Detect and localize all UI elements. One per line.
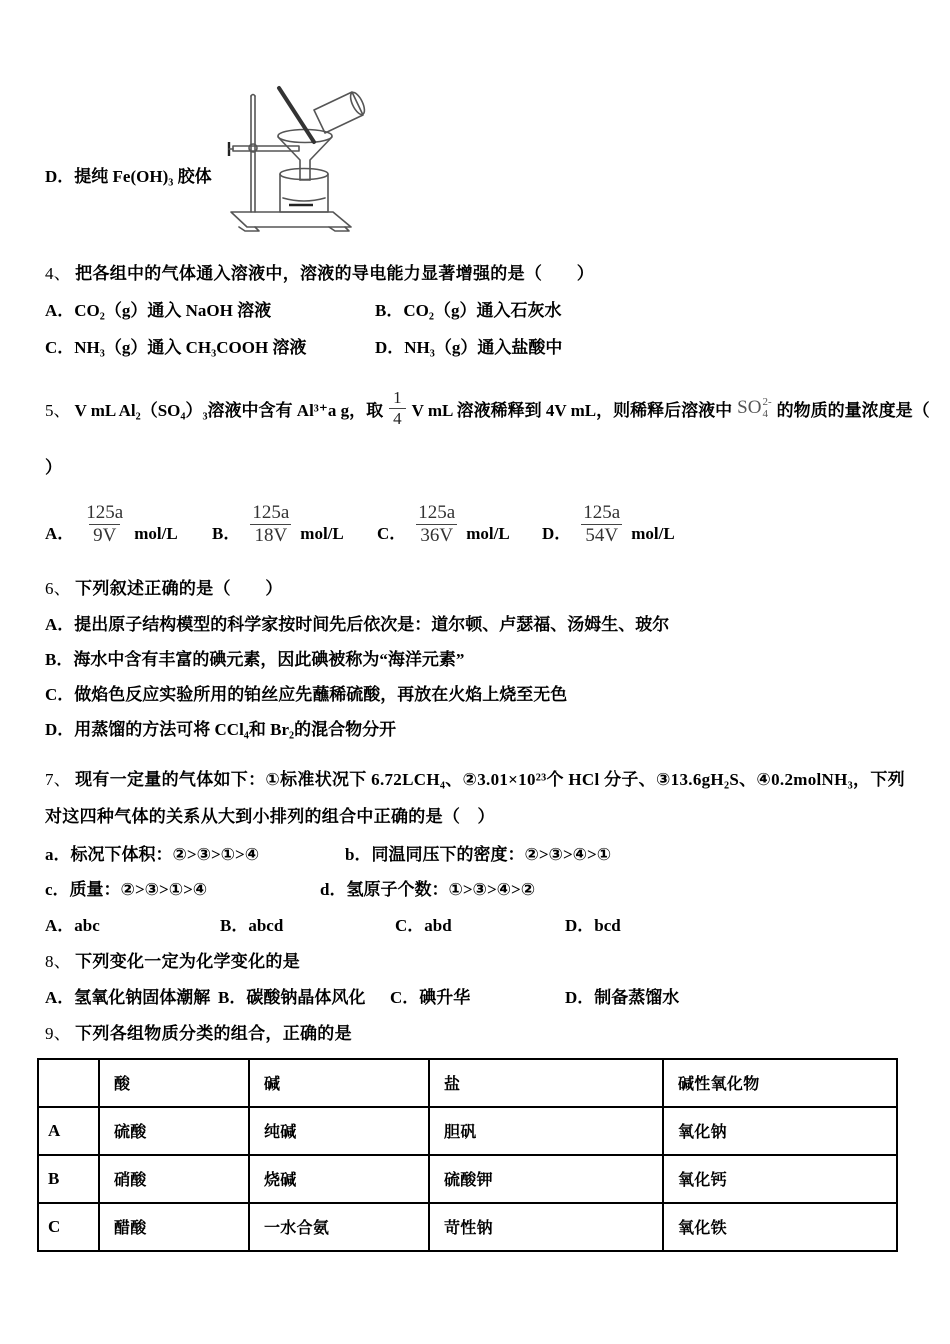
- option-text: abcd: [248, 915, 284, 935]
- option-text: CO₂（g）通入石灰水: [403, 301, 562, 320]
- option-label: C．: [45, 338, 75, 357]
- question-5-stem: [45, 382, 930, 434]
- question-number: 4、: [45, 264, 72, 283]
- option-label: A．: [45, 301, 75, 320]
- option-label: D．: [375, 338, 405, 357]
- cell-base: 纯碱: [249, 1107, 429, 1155]
- q4-option-b: [375, 299, 905, 323]
- row-label: A: [38, 1107, 99, 1155]
- option-text: 碘升华: [419, 987, 471, 1007]
- question-8: [45, 950, 905, 1010]
- option-unit: mol/L: [466, 523, 510, 543]
- row-label: B: [38, 1155, 99, 1203]
- option-label: D．: [565, 987, 595, 1007]
- question-4: [45, 262, 905, 360]
- option-label: A．: [45, 614, 75, 634]
- q7-option-d: [565, 914, 905, 938]
- q6-option-d: [45, 718, 905, 741]
- question-8-stem: [45, 950, 905, 974]
- q4-option-c: [45, 336, 375, 360]
- option-unit: mol/L: [631, 523, 675, 543]
- one-quarter-fraction: [389, 388, 406, 428]
- option-label: A．: [45, 987, 75, 1007]
- q5-option-c: [377, 502, 542, 547]
- header-base: 碱: [249, 1059, 429, 1107]
- pouring-beaker: [314, 92, 363, 133]
- option-d-line: [45, 162, 212, 187]
- option-text: NH₃（g）通入盐酸中: [404, 338, 563, 357]
- option-label: A．: [45, 915, 75, 935]
- option-label: B．: [212, 523, 241, 543]
- question-number: 6、: [45, 578, 72, 598]
- table-row-a: [38, 1107, 897, 1155]
- q4-option-a: [45, 299, 375, 323]
- option-text: 氢原子个数：①>③>④>②: [346, 879, 536, 899]
- cell-acid: 硝酸: [99, 1155, 249, 1203]
- sulfate-ion-formula: [737, 396, 771, 419]
- option-label: C．: [390, 987, 420, 1007]
- question-number: 7、: [45, 769, 72, 789]
- header-acid: 酸: [99, 1059, 249, 1107]
- stem-text: 现有一定量的气体如下：①标准状况下 6.72LCH₄、②3.01×10²³个 HCl 分子、③13.6gH₂S、④0.2molNH₃，下列对这四种气体的关系从大到小排列的组合中正确的是（ ）: [45, 769, 905, 826]
- fraction-denominator: 18V: [250, 524, 291, 547]
- cell-salt: 苛性钠: [429, 1203, 663, 1251]
- fraction-numerator: 1: [393, 387, 402, 407]
- option-label: d．: [320, 879, 347, 899]
- option-unit: mol/L: [134, 523, 178, 543]
- cell-basic-oxide: 氧化钠: [663, 1107, 897, 1155]
- option-label: A．: [45, 523, 75, 543]
- q7-option-c: [395, 914, 565, 938]
- question-number: 8、: [45, 951, 72, 971]
- stem-text: 下列变化一定为化学变化的是: [75, 951, 301, 971]
- option-text: 提纯 Fe(OH)₃ 胶体: [74, 167, 212, 186]
- fraction-denominator: 9V: [89, 524, 120, 547]
- formula-base: SO: [737, 397, 762, 418]
- q7-option-b: [220, 914, 395, 938]
- fraction-denominator: 4: [389, 408, 406, 429]
- q8-option-c: [390, 986, 565, 1010]
- option-label: D．: [565, 915, 595, 935]
- option-label: D．: [542, 523, 572, 543]
- filtration-apparatus-diagram: [217, 84, 385, 234]
- option-label: C．: [377, 523, 407, 543]
- option-label: B．: [45, 649, 74, 669]
- fraction-numerator: 125a: [583, 502, 621, 523]
- row-label: C: [38, 1203, 99, 1251]
- question-9-stem: [45, 1022, 905, 1046]
- q7-suboption-b: [345, 843, 905, 867]
- q5-option-a: [45, 502, 212, 547]
- question-9: [45, 1022, 905, 1252]
- option-text: 提出原子结构模型的科学家按时间先后依次是：道尔顿、卢瑟福、汤姆生、玻尔: [74, 614, 670, 634]
- header-salt: 盐: [429, 1059, 663, 1107]
- option-text: abc: [74, 915, 100, 935]
- q6-option-b: [45, 648, 905, 671]
- cell-salt: 硫酸钾: [429, 1155, 663, 1203]
- option-label: c．: [45, 879, 70, 899]
- option-d-with-diagram: [45, 88, 905, 230]
- option-fraction: [579, 502, 624, 547]
- q6-option-a: [45, 613, 905, 636]
- funnel-cone: [278, 137, 332, 180]
- question-number: 5、: [45, 400, 71, 420]
- q8-option-a: [45, 986, 218, 1010]
- option-label: B．: [375, 301, 404, 320]
- liquid-line: [283, 198, 325, 201]
- cell-acid: 醋酸: [99, 1203, 249, 1251]
- formula-scripts: [762, 397, 771, 420]
- q8-option-d: [565, 986, 905, 1010]
- option-text: bcd: [594, 915, 621, 935]
- stem-text: 下列叙述正确的是（ ）: [75, 578, 283, 598]
- fraction-numerator: 125a: [252, 502, 290, 523]
- classification-table: [37, 1058, 898, 1252]
- table-row-c: [38, 1203, 897, 1251]
- option-label: D．: [45, 719, 75, 739]
- header-empty-cell: [38, 1059, 99, 1107]
- question-7: [45, 761, 905, 938]
- exam-content: [0, 88, 950, 1252]
- q7-suboption-c: [45, 878, 320, 902]
- option-text: 做焰色反应实验所用的铂丝应先蘸稀硫酸，再放在火焰上烧至无色: [74, 684, 568, 704]
- option-text: 标况下体积：②>③>①>④: [70, 844, 260, 864]
- cell-acid: 硫酸: [99, 1107, 249, 1155]
- cell-base: 一水合氨: [249, 1203, 429, 1251]
- fraction-denominator: 54V: [581, 524, 622, 547]
- q7-suboptions-row-2: [45, 878, 905, 902]
- q8-options-row: [45, 986, 905, 1010]
- formula-subscript: 4: [762, 408, 768, 420]
- option-text: CO₂（g）通入 NaOH 溶液: [74, 301, 272, 320]
- fraction-denominator: 36V: [416, 524, 457, 547]
- option-text: 制备蒸馏水: [594, 987, 680, 1007]
- option-unit: mol/L: [300, 523, 344, 543]
- question-number: 9、: [45, 1023, 72, 1043]
- q8-option-b: [218, 986, 390, 1010]
- cell-salt: 胆矾: [429, 1107, 663, 1155]
- q5-closing-paren: ）: [45, 458, 62, 477]
- option-label: a．: [45, 844, 71, 864]
- option-text: NH₃（g）通入 CH₃COOH 溶液: [74, 338, 307, 357]
- option-label: b．: [345, 844, 372, 864]
- table-header-row: [38, 1059, 897, 1107]
- cell-base: 烧碱: [249, 1155, 429, 1203]
- q5-option-d: [542, 502, 675, 547]
- formula-superscript: 2-: [762, 396, 772, 409]
- q7-suboptions-row-1: [45, 843, 905, 867]
- stem-text-mid: V mL 溶液稀释到 4V mL，则稀释后溶液中: [411, 400, 733, 420]
- q4-options-row-1: [45, 299, 905, 323]
- option-label: D．: [45, 167, 75, 186]
- option-label: B．: [220, 915, 249, 935]
- option-label: C．: [45, 684, 75, 704]
- option-fraction: [414, 502, 459, 547]
- stand-base: [231, 212, 351, 227]
- q5-option-b: [212, 502, 377, 547]
- option-text: 碳酸钠晶体风化: [246, 987, 366, 1007]
- table-row-b: [38, 1155, 897, 1203]
- question-4-stem: [45, 262, 905, 286]
- stem-text: 把各组中的气体通入溶液中，溶液的导电能力显著增强的是（ ）: [75, 264, 595, 283]
- q4-option-d: [375, 336, 905, 360]
- option-fraction: [248, 502, 293, 547]
- question-6: [45, 577, 905, 741]
- option-label: C．: [395, 915, 425, 935]
- q6-option-c: [45, 683, 905, 706]
- cell-basic-oxide: 氧化钙: [663, 1155, 897, 1203]
- question-6-stem: [45, 577, 905, 601]
- option-text: abd: [424, 915, 452, 935]
- question-5: [45, 382, 930, 547]
- q7-option-a: [45, 914, 220, 938]
- option-text: 氢氧化钠固体潮解: [74, 987, 211, 1007]
- fraction-numerator: 125a: [418, 502, 456, 523]
- stem-text-post: 的物质的量浓度是（: [776, 400, 930, 420]
- option-text: 海水中含有丰富的碘元素，因此碘被称为“海洋元素”: [73, 649, 465, 669]
- option-fraction: [82, 502, 127, 547]
- q5-options-row: [45, 502, 905, 547]
- q7-suboption-a: [45, 843, 345, 867]
- header-basic-oxide: 碱性氧化物: [663, 1059, 897, 1107]
- question-7-stem: [45, 761, 905, 835]
- q7-options-row: [45, 914, 905, 938]
- q4-options-row-2: [45, 336, 905, 360]
- stem-text-pre: V mL Al₂（SO₄）₃溶液中含有 Al³⁺a g，取: [74, 400, 384, 420]
- fraction-numerator: 125a: [86, 502, 124, 523]
- stem-text: 下列各组物质分类的组合，正确的是: [75, 1023, 352, 1043]
- option-text: 同温同压下的密度：②>③>④>①: [371, 844, 612, 864]
- option-label: B．: [218, 987, 247, 1007]
- option-text: 质量：②>③>①>④: [69, 879, 208, 899]
- option-text: 用蒸馏的方法可将 CCl₄和 Br₂的混合物分开: [74, 719, 397, 739]
- q7-suboption-d: [320, 878, 905, 902]
- glass-rod: [279, 88, 314, 142]
- cell-basic-oxide: 氧化铁: [663, 1203, 897, 1251]
